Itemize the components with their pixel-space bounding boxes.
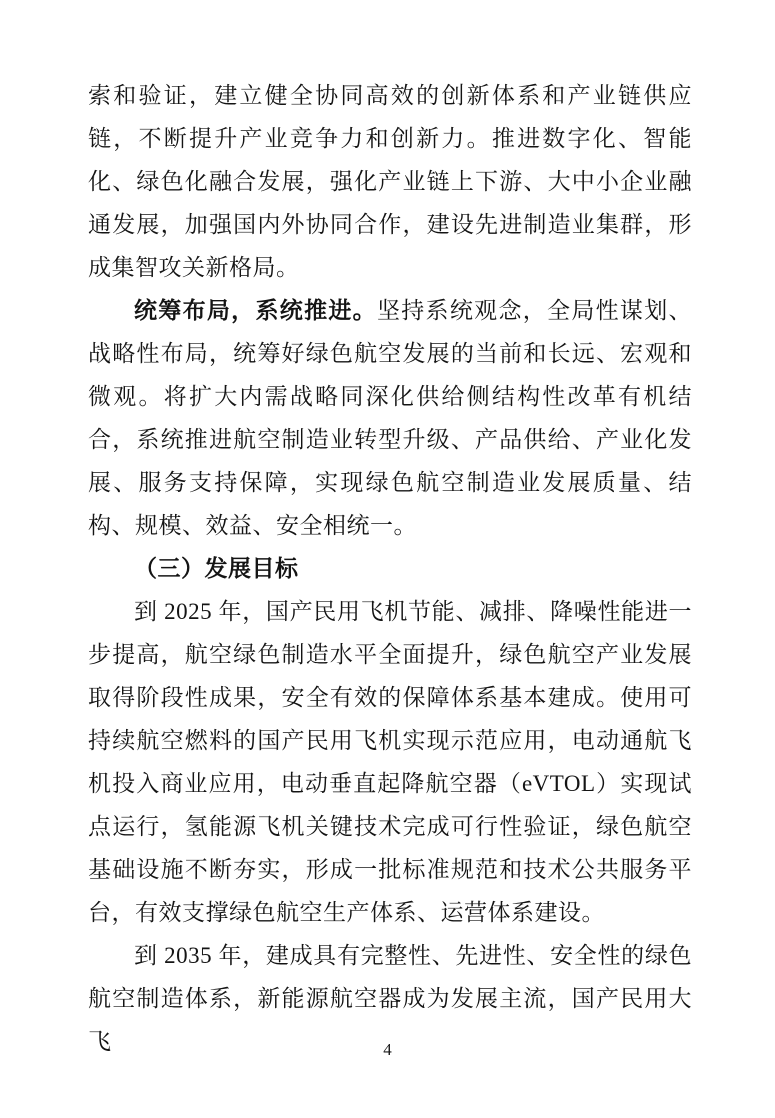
- page-content: [88, 74, 692, 1063]
- paragraph-2035-goals: 到 2035 年，建成具有完整性、先进性、安全性的绿色航空制造体系，新能源航空器成为发展主流，国产民用大飞: [88, 943, 692, 1054]
- paragraph-overall-layout: [88, 289, 692, 547]
- paragraph-continuation: 索和验证，建立健全协同高效的创新体系和产业链供应链，不断提升产业竞争力和创新力。推进数字化、智能化、绿色化融合发展，强化产业链上下游、大中小企业融通发展，加强国内外协同合作，建设先进制造业集群，形成集智攻关新格局。: [88, 83, 692, 280]
- paragraph-bold-lead: 统筹布局，系统推进。: [134, 298, 377, 323]
- section-heading-development-goals: （三）发展目标: [134, 556, 299, 581]
- paragraph-body-text: 坚持系统观念，全局性谋划、战略性布局，统筹好绿色航空发展的当前和长远、宏观和微观。将扩大内需战略同深化供给侧结构性改革有机结合，系统推进航空制造业转型升级、产品供给、产业化发展、服务支持保障，实现绿色航空制造业发展质量、结构、规模、效益、安全相统一。: [88, 298, 693, 538]
- paragraph-2025-goals: 到 2025 年，国产民用飞机节能、减排、降噪性能进一步提高，航空绿色制造水平全面提升，绿色航空产业发展取得阶段性成果，安全有效的保障体系基本建成。使用可持续航空燃料的国产民用飞机实现示范应用，电动通航飞机投入商业应用，电动垂直起降航空器（eVTOL）实现试点运行，氢能源飞机关键技术完成可行性验证，绿色航空基础设施不断夯实，形成一批标准规范和技术公共服务平台，有效支撑绿色航空生产体系、运营体系建设。: [88, 599, 692, 925]
- page-number: 4: [383, 1040, 392, 1059]
